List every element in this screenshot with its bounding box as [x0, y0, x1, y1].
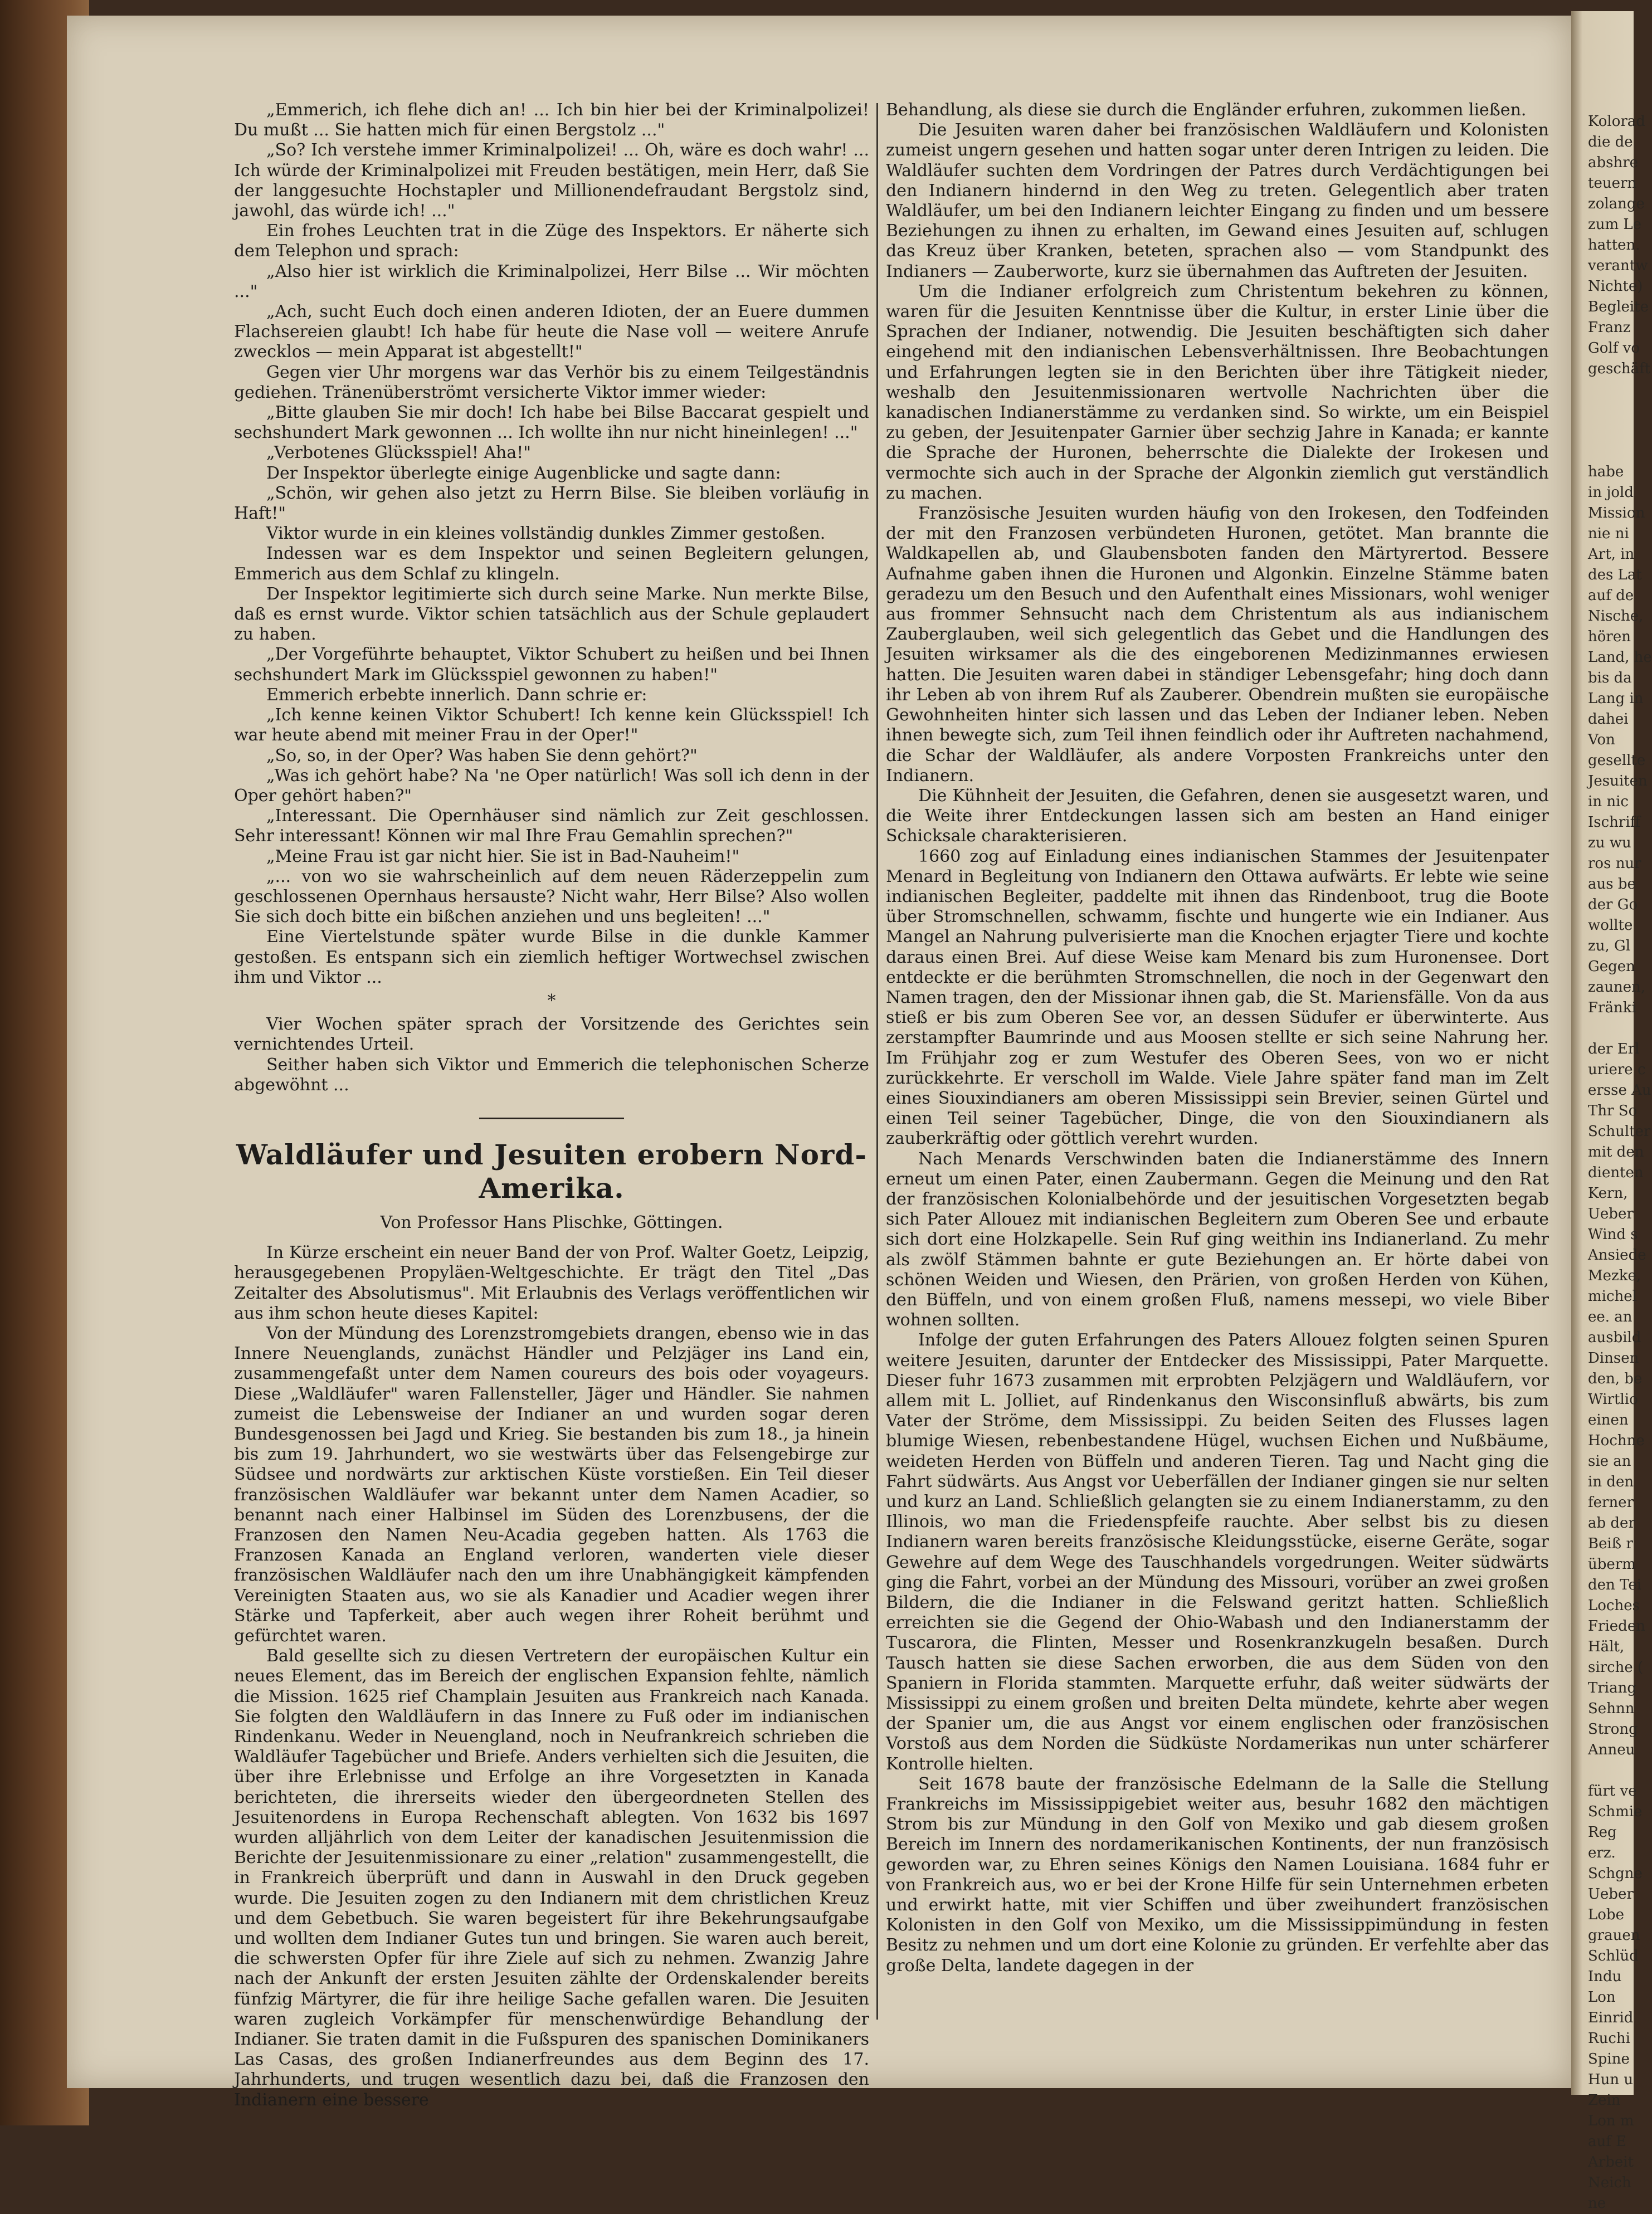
edge-word: Gegen: [1588, 958, 1635, 975]
paragraph: „So? Ich verstehe immer Kriminalpolizei! ... Oh, wäre es doch wahr! ... Ich würde der Kriminalpolizei mit Freuden bestätigen, mein Herr, daß Sie der langgesuchte Hochstapler und Millionendefraudant Bergstolz sind, jawohl, das würde ich! ...": [234, 140, 869, 221]
edge-word: die de: [1588, 134, 1633, 150]
paragraph: Nach Menards Verschwinden baten die Indianerstämme des Innern erneut um einen Pater, einen Zaubermann. Gegen die Meinung und den Rat der französischen Kolonialbehörde und der jesuitischen Vorgesetzten begab sich Pater Allouez mit indianischen Begleitern zum Oberen See und erbaute sich dort eine Holzkapelle. Sein Ruf ging weithin ins Indianerland. Zu mehr als zwölf Stämmen bahnte er gute Beziehungen an. Er hörte dabei von schönen Weiden und Wiesen, den Prärien, von großen Herden von Kühen, den Büffeln, und von einem großen Fluß, namens messepi, wo viele Biber wohnen sollten.: [886, 1149, 1549, 1330]
edge-word: bis da: [1588, 670, 1632, 686]
edge-word: Land, he: [1588, 649, 1652, 666]
edge-word: grauen: [1588, 1927, 1640, 1944]
edge-word: Ansiede: [1588, 1247, 1646, 1264]
paragraph: Viktor wurde in ein kleines vollständig dunkles Zimmer gestoßen.: [266, 524, 826, 544]
paragraph: „Also hier ist wirklich die Kriminalpolizei, Herr Bilse ... Wir möchten ...": [234, 261, 869, 301]
paragraph: „So, so, in der Oper? Was haben Sie denn gehört?": [266, 745, 698, 765]
edge-word: Lon m: [1588, 2113, 1634, 2129]
paragraph: „Ich kenne keinen Viktor Schubert! Ich kenne kein Glücksspiel! Ich war heute abend mit meiner Frau in der Oper!": [234, 705, 869, 745]
edge-word: hören: [1588, 628, 1631, 645]
separator-rule: [479, 1118, 624, 1119]
edge-word: geschäft: [1588, 360, 1651, 377]
paragraph: „Interessant. Die Opernhäuser sind nämlich zur Zeit geschlossen. Sehr interessant! Können wir mal Ihre Frau Gemahlin sprechen?": [234, 806, 869, 846]
paragraph: „Der Vorgeführte behauptet, Viktor Schubert zu heißen und bei Ihnen sechshundert Mark im Glücksspiel gewonnen zu haben!": [234, 645, 869, 685]
edge-word: Beiß r: [1588, 1535, 1633, 1552]
edge-word: zaunen,: [1588, 979, 1646, 996]
edge-word: Mission: [1588, 505, 1645, 521]
edge-word: wollte: [1588, 917, 1633, 934]
edge-word: in nic: [1588, 793, 1629, 810]
edge-word: Schulter: [1588, 1123, 1651, 1140]
edge-word: Hält,: [1588, 1638, 1625, 1655]
edge-word: dahei: [1588, 711, 1629, 728]
paragraph: Eine Viertelstunde später wurde Bilse in die dunkle Kammer gestoßen. Es entspann sich ein ziemlich heftiger Wortwechsel zwischen ihm und Viktor ...: [234, 927, 869, 987]
article-body-right: [886, 100, 1549, 1976]
paragraph: Infolge der guten Erfahrungen des Paters Allouez folgten seinen Spuren weitere Jesuiten, darunter der Entdecker des Mississippi, Pater Marquette. Dieser fuhr 1673 zusammen mit erprobten Pelzjägern und Waldläufern, vor allem mit L. Jolliet, auf Rindenkanus den Wisconsinfluß abwärts, bis zum Vater der Ströme, dem Mississippi. Zu beiden Seiten des Flusses lagen blumige Wiesen, rebenbestandene Hügel, wuchsen Eichen und Nußbäume, weideten Herden von Büffeln und anderen Tieren. Tag und Nacht ging die Fahrt südwärts. Aus Angst vor Ueberfällen der Indianer gingen sie nur selten und kurz an Land. Schließlich gelangten sie zu einem Indianerstamm, zu den Illinois, wo man die Friedenspfeife rauchte. Aber selbst bis zu diesen Indianern waren bereits französische Kleidungsstücke, eiserne Geräte, sogar Gewehre auf dem Wege des Tauschhandels vorgedrungen. Weiter südwärts ging die Fahrt, vorbei an der Mündung des Missouri, vorüber an zwei großen Bildern, die die Indianer in die Felswand geritzt hatten. Schließlich erreichten sie die Gegend der Ohio-Wabash und den Indianerstamm der Tuscarora, die Flinten, Messer und Rosenkranzkugeln besaßen. Durch Tausch hatten sie diese Sachen erworben, die aus dem Süden von den Spaniern in Florida stammten. Marquette erfuhr, daß weiter südwärts der Mississippi zu einem großen und breiten Delta mündete, kehrte aber wegen der Spanier um, die aus Angst vor einem englischen oder französischen Vorstoß aus dem Norden die Südküste Nordamerikas nun unter schärferer Kontrolle hielten.: [886, 1330, 1549, 1774]
edge-word: aus be: [1588, 876, 1636, 893]
edge-word: mit den: [1588, 1144, 1644, 1160]
edge-word: Ueber: [1588, 1886, 1634, 1903]
paragraph: Der Inspektor legitimierte sich durch seine Marke. Nun merkte Bilse, daß es ernst wurde. Viktor schien tatsächlich aus der Schule geplaudert zu haben.: [234, 584, 869, 645]
edge-word: ferner: [1588, 1494, 1634, 1511]
edge-word: Dinsen: [1588, 1350, 1639, 1367]
edge-word: abshre: [1588, 154, 1639, 171]
paragraph: Französische Jesuiten wurden häufig von den Irokesen, den Todfeinden der mit den Franzosen verbündeten Huronen, getötet. Man brannte die Waldkapellen ab, und Glaubensboten fanden den Märtyrertod. Bessere Aufnahme gaben ihnen die Huronen und Algonkin. Einzelne Stämme baten geradezu um den Besuch und den Aufenthalt eines Missionars, wohl weniger aus frommer Sehnsucht nach dem Christentum als aus indianischem Zauberglauben, weil sich gelegentlich das Gebet und die Handlungen des Jesuiten wirksamer als die des eingeborenen Medizinmannes erwiesen hatten. Die Jesuiten waren dabei in ständiger Lebensgefahr; hing doch dann ihr Leben ab von ihrem Ruf als Zauberer. Obendrein mußten sie europäische Gewohnheiten hinter sich lassen und das Leben der Indianer leben. Neben ihnen bewegte sich, zum Teil ihnen feindlich oder ihr Auftreten nachahmend, die Schar der Waldläufer, als andere Vorposten Frankreichs unter den Indianern.: [886, 504, 1549, 786]
paragraph: „Bitte glauben Sie mir doch! Ich habe bei Bilse Baccarat gespielt und sechshundert Mark gewonnen ... Ich wollte ihn nur nicht hineinlegen! ...": [234, 403, 869, 443]
edge-word: Thr So: [1588, 1103, 1638, 1119]
edge-word: Golf vo: [1588, 340, 1640, 357]
edge-word: Wirtlio: [1588, 1391, 1638, 1408]
paragraph: Ein frohes Leuchten trat in die Züge des Inspektors. Er näherte sich dem Telephon und sprach:: [234, 221, 869, 261]
edge-word: des Lat: [1588, 567, 1642, 583]
edge-word: Mezke,: [1588, 1267, 1641, 1284]
edge-word: sirche (: [1588, 1659, 1644, 1676]
edge-word: gesellte: [1588, 752, 1646, 769]
edge-word: ausbild: [1588, 1329, 1641, 1346]
edge-word: ersse Au: [1588, 1082, 1651, 1099]
edge-word: sie an: [1588, 1453, 1631, 1470]
edge-word: [1588, 441, 1632, 462]
edge-word: Indu: [1588, 1968, 1622, 1985]
edge-word: zu, Gl: [1588, 938, 1631, 954]
paragraph: „Verbotenes Glücksspiel! Aha!": [266, 443, 532, 463]
edge-word: ee. an: [1588, 1309, 1632, 1325]
edge-word: Jesuiten: [1588, 773, 1648, 789]
edge-word: auf E: [1588, 2133, 1627, 2150]
edge-word: [1588, 1018, 1632, 1039]
edge-word: den Tei: [1588, 1577, 1642, 1593]
edge-word: [1588, 400, 1632, 421]
edge-word: erz.: [1588, 1845, 1616, 1861]
paragraph: „Meine Frau ist gar nicht hier. Sie ist in Bad-Nauheim!": [266, 846, 740, 866]
edge-word: ros nur: [1588, 855, 1641, 872]
edge-word: Ischriff: [1588, 814, 1641, 831]
edge-word: auf de: [1588, 587, 1634, 604]
edge-word: [1588, 421, 1632, 441]
edge-word: Art, in: [1588, 546, 1635, 563]
edge-word: Kern,: [1588, 1185, 1628, 1202]
edge-word: teuern: [1588, 175, 1637, 192]
edge-word: zolange: [1588, 196, 1645, 212]
edge-word: ab der: [1588, 1515, 1635, 1532]
edge-word: Loches: [1588, 1597, 1640, 1614]
section-separator-star: *: [547, 991, 556, 1011]
paragraph: Die Jesuiten waren daher bei französischen Waldläufern und Kolonisten zumeist ungern gesehen und hatten sogar unter deren Intrigen zu leiden. Die Waldläufer suchten dem Vordringen der Patres durch Verdächtigungen bei den Indianern hindernd in den Weg zu treten. Gelegentlich aber traten Waldläufer, um bei den Indianern leichter Eingang zu finden und um bessere Beziehungen zu ihnen zu erhalten, im Gewand eines Jesuiten auf, schlugen das Kreuz über Kranken, beteten, sprachen also — vom Standpunkt des Indianers — Zauberworte, kurz sie übernahmen das Auftreten der Jesuiten.: [886, 120, 1549, 281]
left-column: [234, 100, 869, 2110]
paragraph: Bald gesellte sich zu diesen Vertretern der europäischen Kultur ein neues Element, das im Bereich der englischen Expansion fehlte, nämlich die Mission. 1625 rief Champlain Jesuiten aus Frankreich nach Kanada. Sie folgten den Waldläufern in das Innere zu Fuß oder im indianischen Rindenkanu. Weder in Neuengland, noch in Neufrankreich schrieben die Waldläufer Tagebücher und Briefe. Anders verhielten sich die Jesuiten, die über ihre Erlebnisse und Erfolge an ihre Vorgesetzten in Kanada berichteten, die ihrerseits wieder den übergeordneten Stellen des Jesuitenordens in Europa Rechenschaft ablegten. Von 1632 bis 1697 wurden alljährlich von dem Leiter der kanadischen Jesuitenmission die Berichte der Jesuitenmissionare zu einer „relation" zusammengestellt, die in Frankreich überprüft und dann in Auswahl in den Druck gegeben wurde. Die Jesuiten zogen zu den Indianern mit dem christlichen Kreuz und dem Gebetbuch. Sie waren begeistert für ihre Bekehrungsaufgabe und wollten dem Indianer Gutes tun und bringen. Sie waren auch bereit, die schwersten Opfer für ihre Ziele auf sich zu nehmen. Zwanzig Jahre nach der Ankunft der ersten Jesuiten zählte der Ordenskalender bereits fünfzig Märtyrer, die für ihre heilige Sache gefallen waren. Die Jesuiten waren zugleich Vorkämpfer für menschenwürdige Behandlung der Indianer. Sie traten damit in die Fußspuren des spanischen Dominikaners Las Casas, des großen Indianerfreundes aus dem Beginn des 17. Jahrhunderts, und trugen wesentlich dazu bei, daß die Franzosen den Indianern eine bessere: [234, 1646, 869, 2110]
edge-word: Nichte): [1588, 278, 1643, 295]
edge-word: Neich: [1588, 2174, 1631, 2191]
edge-word: Zein: [1588, 2092, 1621, 2109]
edge-word: verantw: [1588, 257, 1648, 274]
next-page-edge: [1571, 11, 1652, 2212]
edge-word: in jold: [1588, 484, 1634, 501]
paragraph: „Emmerich, ich flehe dich an! ... Ich bin hier bei der Kriminalpolizei! Du mußt ... Sie hatten mich für einen Bergstolz ...": [234, 100, 869, 140]
article-byline: Von Professor Hans Plischke, Göttingen.: [380, 1212, 723, 1232]
edge-word: michel: [1588, 1288, 1637, 1305]
edge-word: Schgne: [1588, 1865, 1643, 1882]
edge-word: Ruchi: [1588, 2030, 1630, 2047]
paragraph: Die Kühnheit der Jesuiten, die Gefahren, denen sie ausgesetzt waren, und die Weite ihrer Entdeckungen lassen sich am besten an Hand einiger Schicksale charakterisieren.: [886, 786, 1549, 846]
edge-word: habe: [1588, 464, 1624, 480]
edge-word: der Go: [1588, 896, 1638, 913]
paragraph: Emmerich erbebte innerlich. Dann schrie er:: [266, 685, 647, 705]
edge-word: überm: [1588, 1556, 1636, 1573]
edge-word: Kolorad: [1588, 113, 1645, 130]
article-intro: In Kürze erscheint ein neuer Band der von Prof. Walter Goetz, Leipzig, herausgegebenen Propyläen-Weltgeschichte. Er trägt den Titel „Das Zeitalter des Absolutismus". Mit Erlaubnis des Verlags veröffentlichen wir aus ihm schon heute dieses Kapitel:: [234, 1243, 869, 1323]
edge-word: Hochne: [1588, 1432, 1645, 1449]
edge-word: in den: [1588, 1474, 1634, 1490]
edge-word: Schmie: [1588, 1803, 1643, 1820]
edge-word: Ueber: [1588, 1206, 1634, 1222]
edge-word: Schlüd: [1588, 1948, 1639, 1964]
paragraph: Seit 1678 baute der französische Edelmann de la Salle die Stellung Frankreichs im Mississippigebiet weiter aus, besuhr 1682 den mächtigen Strom bis zur Mündung in den Golf von Mexiko und gab diesem großen Bereich im Innern des nordamerikanischen Kontinents, der nun französisch geworden war, zu Ehren seines Königs den Namen Louisiana. 1684 fuhr er von Frankreich aus, wo er bei der Krone Hilfe für sein Unternehmen erbeten und erwirkt hatte, mit vier Schiffen und über zweihundert französischen Kolonisten in den Golf von Mexiko, um die Mississippimündung in festen Besitz zu nehmen und um dort eine Kolonie zu gründen. Er verfehlte aber das große Delta, landete dagegen in der: [886, 1774, 1549, 1976]
edge-word: Arbeit: [1588, 2154, 1634, 2171]
edge-word: Von: [1588, 732, 1615, 748]
paragraph: Der Inspektor überlegte einige Augenblicke und sagte dann:: [266, 463, 781, 483]
edge-word: Fränki: [1588, 999, 1636, 1016]
paragraph: Indessen war es dem Inspektor und seinen Begleitern gelungen, Emmerich aus dem Schlaf zu klingeln.: [234, 544, 869, 584]
edge-word: Hun u: [1588, 2071, 1634, 2088]
edge-word: Franz: [1588, 319, 1631, 336]
right-column: [886, 100, 1549, 1976]
edge-word: zum Le: [1588, 216, 1642, 233]
paragraph: „... von wo sie wahrscheinlich auf dem neuen Räderzeppelin zum geschlossenen Opernhaus hersauste? Nicht wahr, Herr Bilse? Also wollen Sie sich doch bitte ein bißchen anziehen und uns begleiten! ...": [234, 866, 869, 927]
story-ending: [234, 1015, 869, 1095]
article-title: Waldläufer und Jesuiten erobern Nord-Amerika.: [236, 1138, 868, 1204]
paragraph: „Ach, sucht Euch doch einen anderen Idioten, der an Euere dummen Flachsereien glaubt! Ich habe für heute die Nase voll — weitere Anrufe zwecklos — mein Apparat ist abgestellt!": [234, 302, 869, 362]
edge-word: Reg: [1588, 1824, 1617, 1841]
edge-word: ne: [1588, 2195, 1606, 2212]
edge-word: fürt ve: [1588, 1783, 1637, 1800]
edge-word: Frieden: [1588, 1618, 1645, 1635]
paragraph: Um die Indianer erfolgreich zum Christentum bekehren zu können, waren für die Jesuiten Kenntnisse über die Kultur, in erster Linie über die Sprachen der Indianer, notwendig. Die Jesuiten beschäftigten sich daher eingehend mit den indianischen Lebensverhältnissen. Ihre Beobachtungen und Erfahrungen legten sie in den Berichten über ihre Tätigkeit nieder, weshalb den Jesuitenmissionaren wertvolle Nachrichten über die kanadischen Indianerstämme zu verdanken sind. So wirkte, um ein Beispiel zu geben, der Jesuitenpater Garnier über sechzig Jahre in Kanada; er kannte die Sprache der Huronen, beherrschte die Dialekte der Irokesen und vermochte sich auch in der Sprache der Algonkin ziemlich gut verständlich zu machen.: [886, 281, 1549, 503]
edge-word: hatten.: [1588, 237, 1640, 253]
edge-word: nie ni: [1588, 525, 1629, 542]
edge-word: der Erl: [1588, 1041, 1640, 1057]
paragraph: 1660 zog auf Einladung eines indianischen Stammes der Jesuitenpater Menard in Begleitung von Indianern den Ottawa aufwärts. Er lebte wie seine indianischen Begleiter, paddelte mit ihnen das Rindenboot, trug die Boote über Stromschnellen, schwamm, fischte und hungerte wie ein Indianer. Aus Mangel an Nahrung pulverisierte man die Knochen erjagter Tiere und kochte daraus einen Brei. Auf diese Weise kam Menard bis zum Huronensee. Dort entdeckte er die berühmten Stromschnellen, die noch in der Gegenwart den Namen tragen, den der Missionar ihnen gab, die St. Mariensfälle. Von da aus stieß er bis zum Oberen See vor, an dessen Südufer er überwinterte. Aus zerstampfter Baumrinde und aus Moosen stellte er sich seine Nahrung her. Im Frühjahr zog er zum Westufer des Oberen Sees, von wo er nicht zurückkehrte. Er verscholl im Walde. Viele Jahre später fand man im Zelt eines Siouxindianers am oberen Mississippi sein Brevier, seinen Gürtel und einen Teil seiner Tagebücher, Dinge, die von den Siouxindianern als zauberkräftig oder göttlich verehrt wurden.: [886, 846, 1549, 1149]
edge-word: Begleite: [1588, 299, 1649, 315]
edge-word: [1588, 379, 1632, 400]
paragraph: Behandlung, als diese sie durch die Engländer erfuhren, zukommen ließen.: [886, 100, 1527, 120]
edge-word: einen: [1588, 1412, 1629, 1428]
edge-word: Spine: [1588, 2051, 1630, 2067]
edge-word: Triang: [1588, 1680, 1636, 1696]
next-page-text-fragments: [1588, 111, 1652, 2214]
edge-word: Strong: [1588, 1721, 1638, 1738]
paragraph: „Schön, wir gehen also jetzt zu Herrn Bilse. Sie bleiben vorläufig in Haft!": [234, 483, 869, 524]
edge-word: den, be: [1588, 1371, 1643, 1387]
edge-word: Sehnn: [1588, 1700, 1635, 1717]
edge-word: uriere c: [1588, 1061, 1646, 1078]
edge-word: Einrid: [1588, 2010, 1634, 2026]
paragraph: „Was ich gehört habe? Na 'ne Oper natürlich! Was soll ich denn in der Oper gehört haben?": [234, 765, 869, 806]
edge-word: zu wu: [1588, 835, 1631, 851]
edge-word: Lon: [1588, 1989, 1616, 2006]
edge-word: dienten: [1588, 1164, 1644, 1181]
edge-word: Nische,: [1588, 608, 1644, 625]
paragraph: Gegen vier Uhr morgens war das Verhör bis zu einem Teilgeständnis gediehen. Tränenüberströmt versicherte Viktor immer wieder:: [234, 362, 869, 402]
edge-word: Lobe: [1588, 1906, 1624, 1923]
article-body-left: [234, 1324, 869, 2110]
paragraph: Vier Wochen später sprach der Vorsitzende des Gerichtes sein vernichtendes Urteil.: [234, 1015, 869, 1055]
edge-word: Wind s: [1588, 1226, 1638, 1243]
paragraph: Seither haben sich Viktor und Emmerich die telephonischen Scherze abgewöhnt ...: [234, 1055, 869, 1095]
edge-word: [1588, 1761, 1632, 1781]
edge-word: Lang in: [1588, 690, 1644, 707]
column-divider: [876, 103, 878, 2020]
paragraph: Von der Mündung des Lorenzstromgebiets drangen, ebenso wie in das Innere Neuenglands, zunächst Händler und Pelzjäger ins Land ein, zusammengefaßt unter dem Namen coureurs des bois oder voyageurs. Diese „Waldläufer" waren Fallensteller, Jäger und Händler. Sie nahmen zumeist die Lebensweise der Indianer an und wurden sogar deren Bundesgenossen bei Jagd und Krieg. Sie bestanden bis zum 18., ja hinein bis zum 19. Jahrhundert, wo sie westwärts über das Felsengebirge zur Südsee und nordwärts zur arktischen Küste vorstießen. Ein Teil dieser französischen Waldläufer war bekannt unter dem Namen Acadier, so benannt nach einer Halbinsel im Süden des Lorenzbusens, der die Franzosen den Namen Neu-Acadia gegeben hatten. Als 1763 die Franzosen Kanada an England verloren, wanderten viele dieser französischen Waldläufer nach den um ihre Unabhängigkeit kämpfenden Vereinigten Staaten aus, wo sie als Kanadier und Acadier wegen ihrer Stärke und Tapferkeit, aber auch wegen ihrer Roheit berühmt und gefürchtet waren.: [234, 1323, 869, 1646]
edge-word: Anneu: [1588, 1742, 1635, 1758]
story-continuation: [234, 100, 869, 988]
